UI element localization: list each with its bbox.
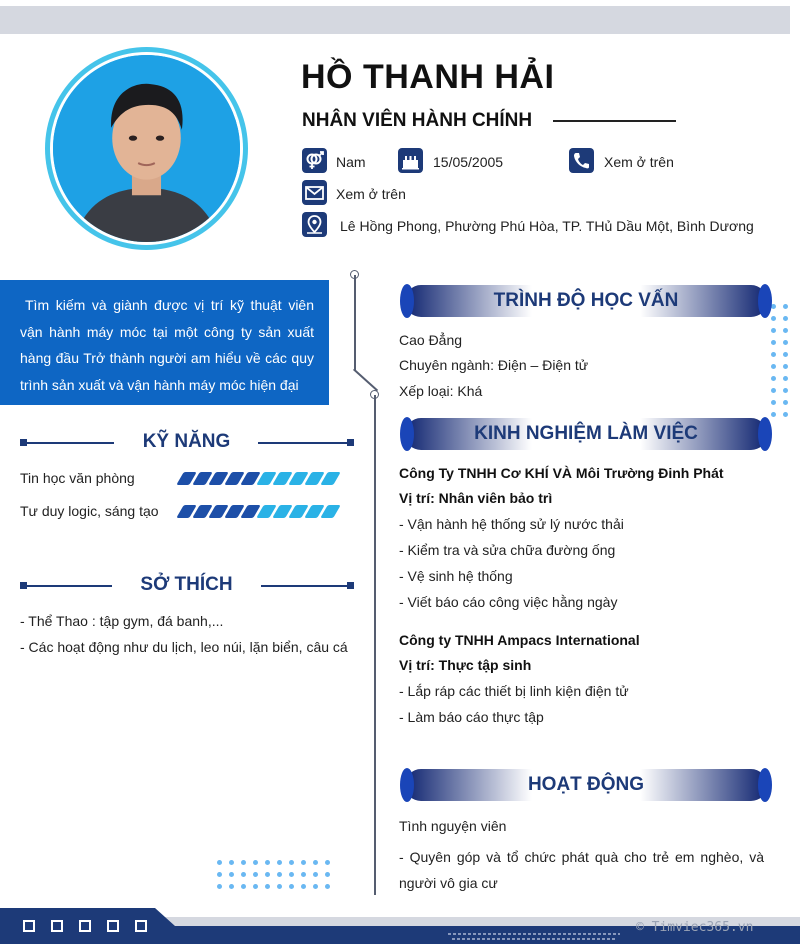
decor-dot xyxy=(771,340,776,345)
decor-dot xyxy=(771,328,776,333)
heading-rule xyxy=(24,442,114,444)
address-value: Lê Hồng Phong, Phường Phú Hòa, TP. THủ Dầu Một, Bình Dương xyxy=(340,218,754,234)
heading-rule xyxy=(24,585,112,587)
skill-level-bar xyxy=(180,505,337,518)
decor-dot xyxy=(253,884,258,889)
decor-dot xyxy=(265,872,270,877)
career-objective: Tìm kiếm và giành được vị trí kỹ thuật viên vận hành máy móc tại một công ty sản xuất hàng đầu Trở thành người am hiểu về các quy trình sản xuất và vận hành máy móc hiện đại xyxy=(0,280,329,405)
phone-value: Xem ở trên xyxy=(604,154,674,170)
decor-dot xyxy=(241,860,246,865)
gender-value: Nam xyxy=(336,154,366,170)
decor-dot xyxy=(783,376,788,381)
decor-dot xyxy=(771,388,776,393)
decor-dot xyxy=(771,352,776,357)
birthday-cake-icon xyxy=(398,148,423,173)
email-icon xyxy=(302,180,327,205)
decor-dot xyxy=(253,860,258,865)
education-banner xyxy=(399,283,773,319)
decor-dot xyxy=(783,352,788,357)
experience-banner xyxy=(399,416,773,452)
skill-label: Tin học văn phòng xyxy=(20,470,135,486)
decor-dot xyxy=(265,860,270,865)
footer-square xyxy=(135,920,147,932)
job-task: - Vận hành hệ thống sử lý nước thải xyxy=(399,516,624,532)
dots-decor xyxy=(771,304,788,417)
footer-square xyxy=(23,920,35,932)
candidate-name: HỒ THANH HẢI xyxy=(301,58,555,96)
hobbies-heading: SỞ THÍCH xyxy=(140,574,233,595)
decor-dot xyxy=(771,400,776,405)
decor-dot xyxy=(217,872,222,877)
timeline-line xyxy=(354,275,356,370)
job-task: - Làm báo cáo thực tập xyxy=(399,709,544,725)
decor-dot xyxy=(241,884,246,889)
decor-dot xyxy=(313,884,318,889)
footer-square xyxy=(79,920,91,932)
decor-dot xyxy=(265,884,270,889)
decor-dot xyxy=(325,884,330,889)
decor-dot xyxy=(229,872,234,877)
job-position: Vị trí: Nhân viên bảo trì xyxy=(399,490,553,506)
activities-heading: HOẠT ĐỘNG xyxy=(527,774,645,795)
decor-dot xyxy=(771,364,776,369)
job-task: - Kiểm tra và sửa chữa đường ống xyxy=(399,542,616,558)
decor-dot xyxy=(229,884,234,889)
decor-dot xyxy=(301,860,306,865)
decor-dot xyxy=(217,884,222,889)
skills-heading: KỸ NĂNG xyxy=(142,431,231,452)
hobby-item: - Các hoạt động như du lịch, leo núi, lặn biển, câu cá xyxy=(20,639,348,655)
skill-label: Tư duy logic, sáng tạo xyxy=(20,503,159,519)
decor-dot xyxy=(313,860,318,865)
decor-dot xyxy=(783,388,788,393)
portrait-photo xyxy=(53,55,240,242)
decor-dot xyxy=(783,328,788,333)
company-name: Công Ty TNHH Cơ KHÍ VÀ Môi Trường Đinh Phát xyxy=(399,465,724,481)
email-value: Xem ở trên xyxy=(336,186,406,202)
location-icon xyxy=(302,212,327,237)
decor-dot xyxy=(325,860,330,865)
dob-value: 15/05/2005 xyxy=(433,154,504,170)
decor-dot xyxy=(313,872,318,877)
decor-dot xyxy=(783,364,788,369)
decor-dot xyxy=(783,316,788,321)
job-task: - Vệ sinh hệ thống xyxy=(399,568,513,584)
timeline-connector xyxy=(353,369,378,392)
activity-line: Tình nguyện viên xyxy=(399,818,507,834)
decor-dot xyxy=(241,872,246,877)
education-line: Cao Đẳng xyxy=(399,332,463,348)
decor-dot xyxy=(301,884,306,889)
decor-dot xyxy=(289,860,294,865)
heading-rule xyxy=(258,442,350,444)
decor-dot xyxy=(771,376,776,381)
top-decor-bar xyxy=(0,6,790,34)
decor-dot xyxy=(325,872,330,877)
footer-square xyxy=(107,920,119,932)
hobby-item: - Thể Thao : tập gym, đá banh,... xyxy=(20,613,224,629)
phone-icon xyxy=(569,148,594,173)
decor-dot xyxy=(253,872,258,877)
decor-dot xyxy=(783,412,788,417)
candidate-job-title: NHÂN VIÊN HÀNH CHÍNH xyxy=(302,110,533,131)
activities-banner xyxy=(399,767,773,803)
job-task: - Viết báo cáo công việc hằng ngày xyxy=(399,594,618,610)
heading-ornament xyxy=(347,439,354,446)
decor-dot xyxy=(783,304,788,309)
decor-dot xyxy=(217,860,222,865)
title-underline xyxy=(553,120,676,122)
activity-line: - Quyên góp và tổ chức phát quà cho trẻ em nghèo, và người vô gia cư xyxy=(399,849,764,891)
education-line: Chuyên ngành: Điện – Điện tử xyxy=(399,357,589,373)
job-position: Vị trí: Thực tập sinh xyxy=(399,657,532,673)
decor-dot xyxy=(783,340,788,345)
decor-dot xyxy=(229,860,234,865)
experience-heading: KINH NGHIỆM LÀM VIỆC xyxy=(474,423,698,444)
gender-icon xyxy=(302,148,327,173)
heading-ornament xyxy=(347,582,354,589)
watermark: © Timviec365.vn xyxy=(636,920,754,935)
decor-dot xyxy=(289,884,294,889)
skill-level-bar xyxy=(180,472,337,485)
footer-square xyxy=(51,920,63,932)
decor-dot xyxy=(301,872,306,877)
job-task: - Lắp ráp các thiết bị linh kiện điện tử xyxy=(399,683,629,699)
decor-dot xyxy=(783,400,788,405)
decor-dot xyxy=(277,872,282,877)
avatar xyxy=(45,47,248,250)
heading-rule xyxy=(261,585,351,587)
education-line: Xếp loại: Khá xyxy=(399,383,483,399)
company-name: Công ty TNHH Ampacs International xyxy=(399,632,640,648)
decor-dot xyxy=(277,860,282,865)
dots-decor xyxy=(217,860,330,889)
decor-dot xyxy=(289,872,294,877)
education-heading: TRÌNH ĐỘ HỌC VẤN xyxy=(493,290,679,311)
decor-dot xyxy=(277,884,282,889)
timeline-line-lower xyxy=(374,395,376,895)
